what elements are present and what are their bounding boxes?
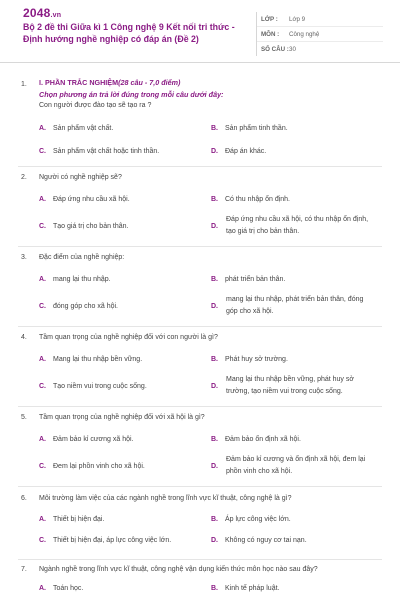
meta-label: LỚP : [261, 15, 278, 23]
option-text: Kinh tế pháp luật. [225, 585, 280, 592]
option-text: Đáp ứng nhu cầu xã hội. [53, 196, 130, 203]
meta-label: MÔN : [261, 30, 280, 38]
meta-value: 30 [289, 45, 296, 53]
option-letter: A. [39, 356, 46, 363]
option-d[interactable] [211, 303, 225, 310]
option-letter: B. [211, 436, 218, 443]
option-b[interactable] [211, 516, 291, 523]
option-b[interactable] [211, 276, 285, 283]
option-letter: B. [211, 276, 218, 283]
meta-panel [256, 12, 383, 56]
option-letter: D. [211, 223, 218, 230]
option-d[interactable] [211, 148, 266, 155]
option-text: Sản phẩm tinh thần. [225, 125, 288, 132]
option-text: Sản phẩm vật chất. [53, 125, 114, 132]
option-letter: B. [211, 125, 218, 132]
question-number: 1. [21, 81, 27, 88]
option-text: Áp lực công việc lớn. [225, 516, 291, 523]
option-text: Đáp án khác. [225, 148, 267, 155]
logo-suffix: .vn [50, 12, 62, 19]
option-c[interactable] [39, 223, 129, 230]
meta-label: SỐ CÂU : [261, 45, 289, 53]
option-d-text: mang lại thu nhập, phát triển bản thân, đóng góp cho xã hội. [226, 296, 364, 315]
page-title: Bộ 2 đề thi Giữa kì 1 Công nghệ 9 Kết nối tri thức - Định hướng nghề nghiệp có đáp án (Đề 2) [23, 22, 235, 44]
option-letter: B. [211, 516, 218, 523]
option-d-text: Mang lại thu nhập bền vững, phát huy sở trường, tạo niềm vui trong cuộc sống. [226, 376, 354, 395]
section-instruction: Chọn phương án trả lời đúng trong mỗi câu dưới đây: [39, 90, 224, 99]
logo-text: 2048 [23, 6, 51, 20]
question-text: Tầm quan trọng của nghề nghiệp đối với con người là gì? [39, 334, 218, 341]
option-letter: A. [39, 585, 46, 592]
option-b[interactable] [211, 356, 288, 363]
option-a[interactable] [39, 276, 111, 283]
option-b[interactable] [211, 125, 288, 132]
option-c[interactable] [39, 383, 147, 390]
section-title [39, 78, 180, 87]
option-letter: D. [211, 303, 218, 310]
question-number: 4. [21, 334, 27, 341]
option-c[interactable] [39, 463, 145, 470]
divider [18, 486, 382, 487]
option-a[interactable] [39, 125, 113, 132]
question-number: 7. [21, 566, 27, 573]
option-d[interactable] [211, 383, 225, 390]
option-text: Toán học. [53, 585, 84, 592]
question-text: Đặc điểm của nghề nghiệp: [39, 254, 125, 261]
option-text: Tạo giá trị cho bản thân. [53, 223, 129, 230]
option-text: đóng góp cho xã hội. [53, 303, 118, 310]
option-text: Mang lại thu nhập bền vững. [53, 356, 143, 363]
option-text: Thiết bị hiện đại, áp lực công việc lớn. [53, 537, 172, 544]
option-a[interactable] [39, 516, 104, 523]
option-b[interactable] [211, 436, 301, 443]
section-title-text: I. PHẦN TRẮC NGHIỆM [39, 78, 119, 87]
option-letter: C. [39, 148, 46, 155]
option-b[interactable] [211, 585, 280, 592]
question-number: 5. [21, 414, 27, 421]
option-letter: D. [211, 148, 218, 155]
divider [18, 559, 382, 560]
option-letter: D. [211, 537, 218, 544]
option-letter: C. [39, 223, 46, 230]
question-text: Môi trường làm việc của các ngành nghề trong lĩnh vực kĩ thuật, công nghệ là gì? [39, 495, 292, 502]
option-text: Có thu nhập ổn định. [225, 196, 290, 203]
divider [18, 166, 382, 167]
option-text: phát triển bản thân. [225, 276, 286, 283]
option-d[interactable] [211, 463, 225, 470]
meta-value: Lớp 9 [289, 15, 306, 23]
question-text: Người có nghề nghiệp sẽ? [39, 174, 122, 181]
option-text: Phát huy sở trường. [225, 356, 288, 363]
option-letter: A. [39, 516, 46, 523]
option-a[interactable] [39, 196, 130, 203]
meta-row-count [257, 42, 383, 56]
page-header [0, 0, 400, 63]
site-logo[interactable] [23, 6, 61, 20]
question-number: 3. [21, 254, 27, 261]
option-text: Đem lại phồn vinh cho xã hội. [53, 463, 145, 470]
option-text: Đảm bảo ổn định xã hội. [225, 436, 301, 443]
option-text: Sản phẩm vật chất hoặc tinh thần. [53, 148, 160, 155]
meta-row-class [257, 12, 383, 27]
section-points: (28 câu - 7,0 điểm) [118, 78, 181, 87]
meta-row-subject [257, 27, 383, 42]
option-letter: B. [211, 356, 218, 363]
option-text: Đảm bảo kỉ cương xã hội. [53, 436, 134, 443]
option-letter: B. [211, 585, 218, 592]
option-letter: C. [39, 303, 46, 310]
option-a[interactable] [39, 436, 133, 443]
option-letter: A. [39, 196, 46, 203]
option-letter: C. [39, 537, 46, 544]
option-letter: D. [211, 383, 218, 390]
option-letter: C. [39, 383, 46, 390]
option-d[interactable] [211, 537, 307, 544]
divider [18, 406, 382, 407]
option-letter: A. [39, 436, 46, 443]
divider [18, 246, 382, 247]
option-a[interactable] [39, 356, 142, 363]
option-c[interactable] [39, 537, 171, 544]
option-c[interactable] [39, 148, 159, 155]
divider [18, 326, 382, 327]
option-letter: A. [39, 125, 46, 132]
option-letter: A. [39, 276, 46, 283]
option-d-text: Đảm bảo kỉ cương và ổn định xã hội, đem lại phồn vinh cho xã hội. [226, 456, 366, 475]
question-text: Con người được đào tạo sẽ tạo ra ? [39, 102, 152, 109]
meta-value: Công nghệ [289, 30, 320, 38]
option-c[interactable] [39, 303, 118, 310]
option-a[interactable] [39, 585, 83, 592]
option-d[interactable] [211, 223, 225, 230]
option-b[interactable] [211, 196, 290, 203]
option-text: Tạo niềm vui trong cuộc sống. [53, 383, 147, 390]
question-number: 2. [21, 174, 27, 181]
question-text: Ngành nghề trong lĩnh vực kĩ thuật, công nghệ vận dụng kiến thức môn học nào sau đây? [39, 566, 318, 573]
option-letter: B. [211, 196, 218, 203]
option-text: Thiết bị hiện đại. [53, 516, 105, 523]
option-d-text: Đáp ứng nhu cầu xã hội, có thu nhập ổn định, tạo giá trị cho bản thân. [226, 216, 369, 235]
question-text: Tầm quan trọng của nghề nghiệp đối với xã hội là gì? [39, 414, 205, 421]
option-letter: D. [211, 463, 218, 470]
option-text: mang lại thu nhập. [53, 276, 111, 283]
option-text: Không có nguy cơ tai nạn. [225, 537, 307, 544]
question-number: 6. [21, 495, 27, 502]
option-letter: C. [39, 463, 46, 470]
